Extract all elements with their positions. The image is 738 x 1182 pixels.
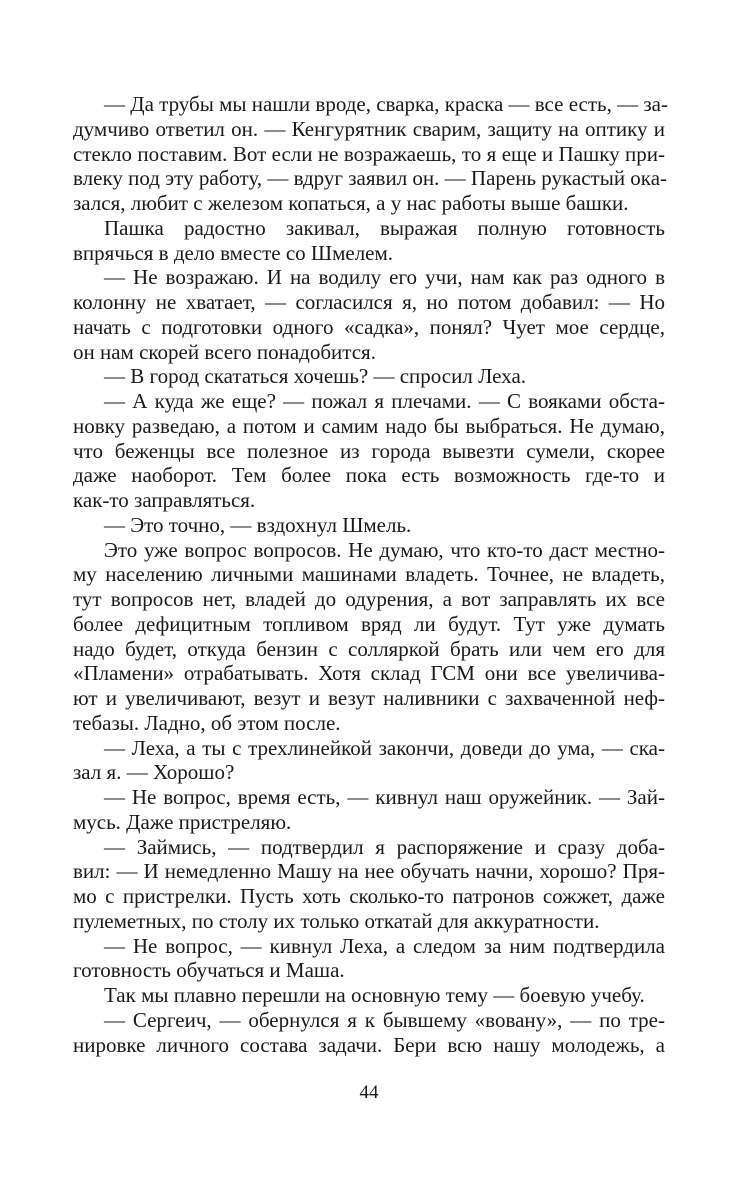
text-line: — А куда же еще? — пожал я плечами. — С вояками обста- bbox=[104, 389, 665, 413]
text-line: мусь. Даже пристреляю. bbox=[73, 809, 292, 834]
text-line: — Это точно, — вздохнул Шмель. bbox=[104, 512, 412, 537]
text-line: колонну не хватает, — согласился я, но потом добавил: — Но bbox=[73, 290, 665, 314]
text-line: — Леха, а ты с трехлинейкой закончи, доведи до ума, — ска- bbox=[104, 735, 665, 760]
text-line: влеку под эту работу, — вдруг заявил он. — Парень рукастый ока- bbox=[73, 166, 668, 191]
text-line: — Да трубы мы нашли вроде, сварка, краска — все есть, — за- bbox=[104, 92, 668, 116]
text-line: му населению личными машинами владеть. Точнее, не владеть, bbox=[73, 562, 665, 587]
page-number: 44 bbox=[359, 1082, 379, 1103]
text-line: готовность обучаться и Маша. bbox=[73, 958, 345, 983]
text-line: вил: — И немедленно Машу на нее обучать начни, хорошо? Пря- bbox=[73, 859, 665, 884]
text-line: — Не вопрос, — кивнул Леха, а следом за ним подтвердила bbox=[104, 933, 665, 958]
text-line: Пашка радостно закивал, выражая полную готовность bbox=[104, 215, 665, 240]
text-line: — Не возражаю. И на водилу его учи, нам как раз одного в bbox=[104, 265, 665, 290]
text-line: Так мы плавно перешли на основную тему — боевую учебу. bbox=[104, 983, 645, 1007]
text-line: более дефицитным топливом вряд ли будут. Тут уже думать bbox=[73, 611, 665, 636]
text-line: ют и увеличивают, везут и везут наливники с захваченной неф- bbox=[73, 686, 665, 710]
text-line: зался, любит с железом копаться, а у нас работы выше башки. bbox=[73, 191, 629, 215]
text-line: новку разведаю, а потом и самим надо бы выбраться. Не думаю, bbox=[73, 413, 665, 438]
text-line: надо будет, откуда бензин с солляркой брать или чем его для bbox=[73, 636, 665, 661]
text-line: мо с пристрелки. Пусть хоть сколько-то патронов сожжет, даже bbox=[73, 884, 665, 908]
text-line: зал я. — Хорошо? bbox=[73, 760, 235, 785]
text-line: — Сергеич, — обернулся я к бывшему «вовану», — по тре- bbox=[104, 1007, 665, 1032]
page-text bbox=[73, 92, 668, 1057]
text-line: нировке личного состава задачи. Бери всю нашу молодежь, а bbox=[73, 1032, 665, 1057]
text-line: он нам скорей всего понадобится. bbox=[73, 339, 376, 364]
text-line: Это уже вопрос вопросов. Не думаю, что кто-то даст местно- bbox=[104, 537, 665, 562]
text-line: пулеметных, по столу их только откатай для аккуратности. bbox=[73, 908, 600, 933]
text-line: как-то заправляться. bbox=[73, 488, 256, 512]
text-line: думчиво ответил он. — Кенгурятник сварим, защиту на оптику и bbox=[73, 116, 665, 141]
text-line: стекло поставим. Вот если не возражаешь, то я еще и Пашку при- bbox=[73, 141, 665, 166]
text-line: впрячься в дело вместе со Шмелем. bbox=[73, 240, 394, 265]
text-line: — Займись, — подтвердил я распоряжение и сразу доба- bbox=[104, 834, 665, 859]
text-line: начать с подготовки одного «садка», понял? Чует мое сердце, bbox=[73, 314, 665, 339]
text-line: даже наоборот. Тем более пока есть возможность где-то и bbox=[73, 463, 665, 488]
text-line: тут вопросов нет, владей до одурения, а вот заправлять их все bbox=[73, 587, 665, 611]
text-line: тебазы. Ладно, об этом после. bbox=[73, 710, 341, 735]
text-line: «Пламени» отрабатывать. Хотя склад ГСМ они все увеличива- bbox=[73, 661, 665, 686]
text-line: — В город скататься хочешь? — спросил Леха. bbox=[104, 364, 527, 389]
text-line: что беженцы все полезное из города вывезти сумели, скорее bbox=[73, 438, 665, 463]
text-line: — Не вопрос, время есть, — кивнул наш оружейник. — Зай- bbox=[104, 785, 665, 809]
